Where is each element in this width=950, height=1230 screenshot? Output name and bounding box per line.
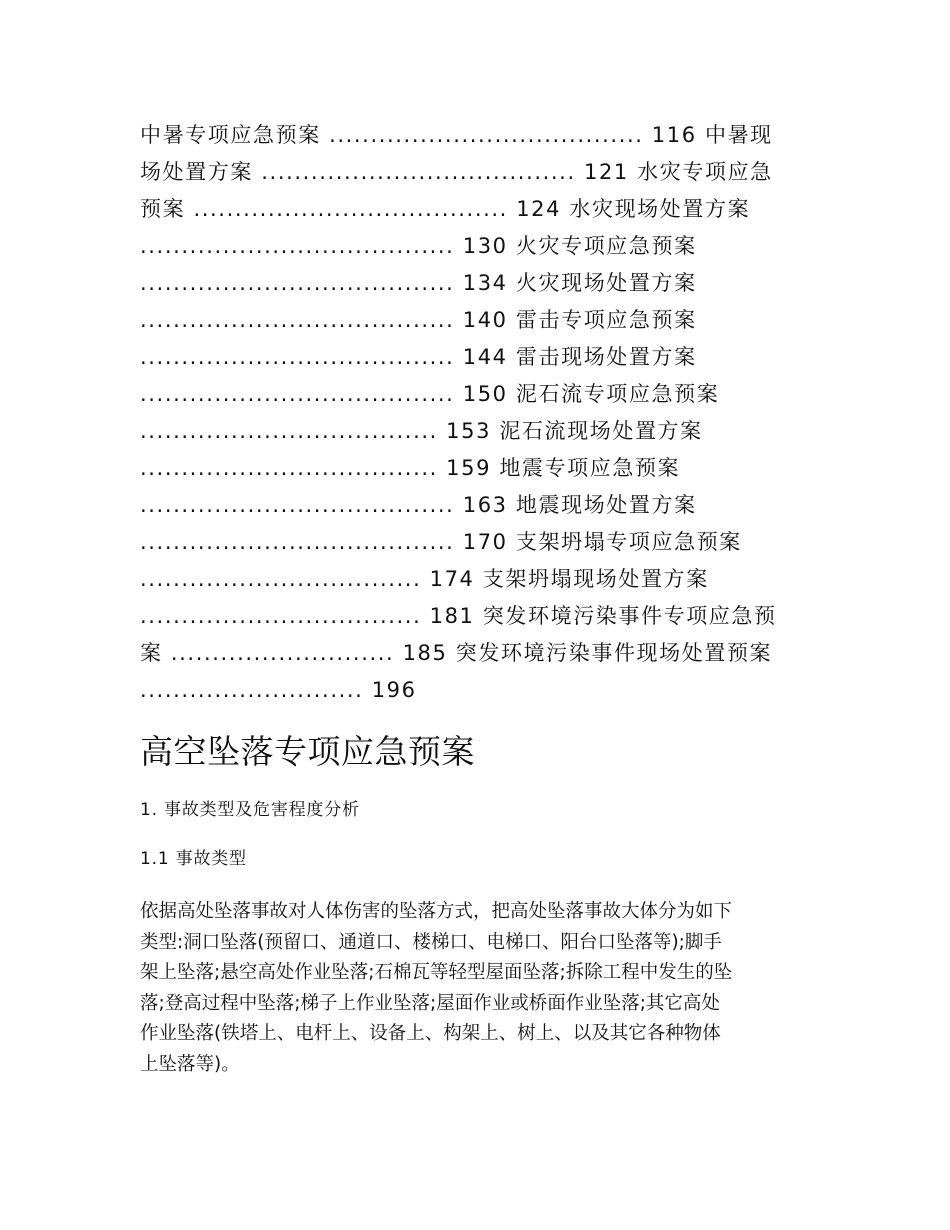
table-of-contents — [140, 117, 820, 709]
toc-line: ........................... 196 — [140, 678, 417, 702]
section-title: 高空坠落专项应急预案 — [140, 732, 475, 771]
toc-line: .................................... 153 泥石流现场处置方案 — [140, 419, 703, 443]
toc-line: ...................................... 134 火灾现场处置方案 — [140, 271, 697, 295]
toc-line: 案 ........................... 185 突发环境污染事件现场处置预案 — [140, 641, 773, 665]
paragraph-line: 上坠落等)。 — [140, 1053, 240, 1075]
toc-line: .................................. 181 突发环境污染事件专项应急预 — [140, 604, 777, 628]
toc-line: 场处置方案 ...................................... 121 水灾专项应急 — [140, 160, 773, 184]
paragraph-accident-types — [140, 897, 810, 1080]
toc-line: 预案 ...................................... 124 水灾现场处置方案 — [140, 197, 751, 221]
heading-accident-analysis: 1. 事故类型及危害程度分析 — [140, 800, 360, 820]
paragraph-line: 依据高处坠落事故对人体伤害的坠落方式，把高处坠落事故大体分为如下 — [140, 901, 733, 922]
paragraph-line: 架上坠落;悬空高处作业坠落;石棉瓦等轻型屋面坠落;拆除工程中发生的坠 — [140, 962, 733, 983]
paragraph-line: 类型:洞口坠落(预留口、通道口、楼梯口、电梯口、阳台口坠落等);脚手 — [140, 931, 722, 953]
toc-line: 中暑专项应急预案 ...................................... 116 中暑现 — [140, 123, 773, 147]
toc-line: ...................................... 144 雷击现场处置方案 — [140, 345, 697, 369]
toc-line: ...................................... 163 地震现场处置方案 — [140, 493, 697, 517]
toc-line: .................................. 174 支架坍塌现场处置方案 — [140, 567, 709, 591]
paragraph-line: 落;登高过程中坠落;梯子上作业坠落;屋面作业或桥面作业坠落;其它高处 — [140, 992, 720, 1014]
heading-accident-types: 1.1 事故类型 — [140, 849, 247, 869]
toc-line: ...................................... 130 火灾专项应急预案 — [140, 234, 697, 258]
toc-line: ...................................... 140 雷击专项应急预案 — [140, 308, 697, 332]
toc-line: ...................................... 170 支架坍塌专项应急预案 — [140, 530, 742, 554]
paragraph-line: 作业坠落(铁塔上、电杆上、设备上、构架上、树上、以及其它各种物体 — [140, 1023, 721, 1044]
toc-line: .................................... 159 地震专项应急预案 — [140, 456, 681, 480]
toc-line: ...................................... 150 泥石流专项应急预案 — [140, 382, 720, 406]
